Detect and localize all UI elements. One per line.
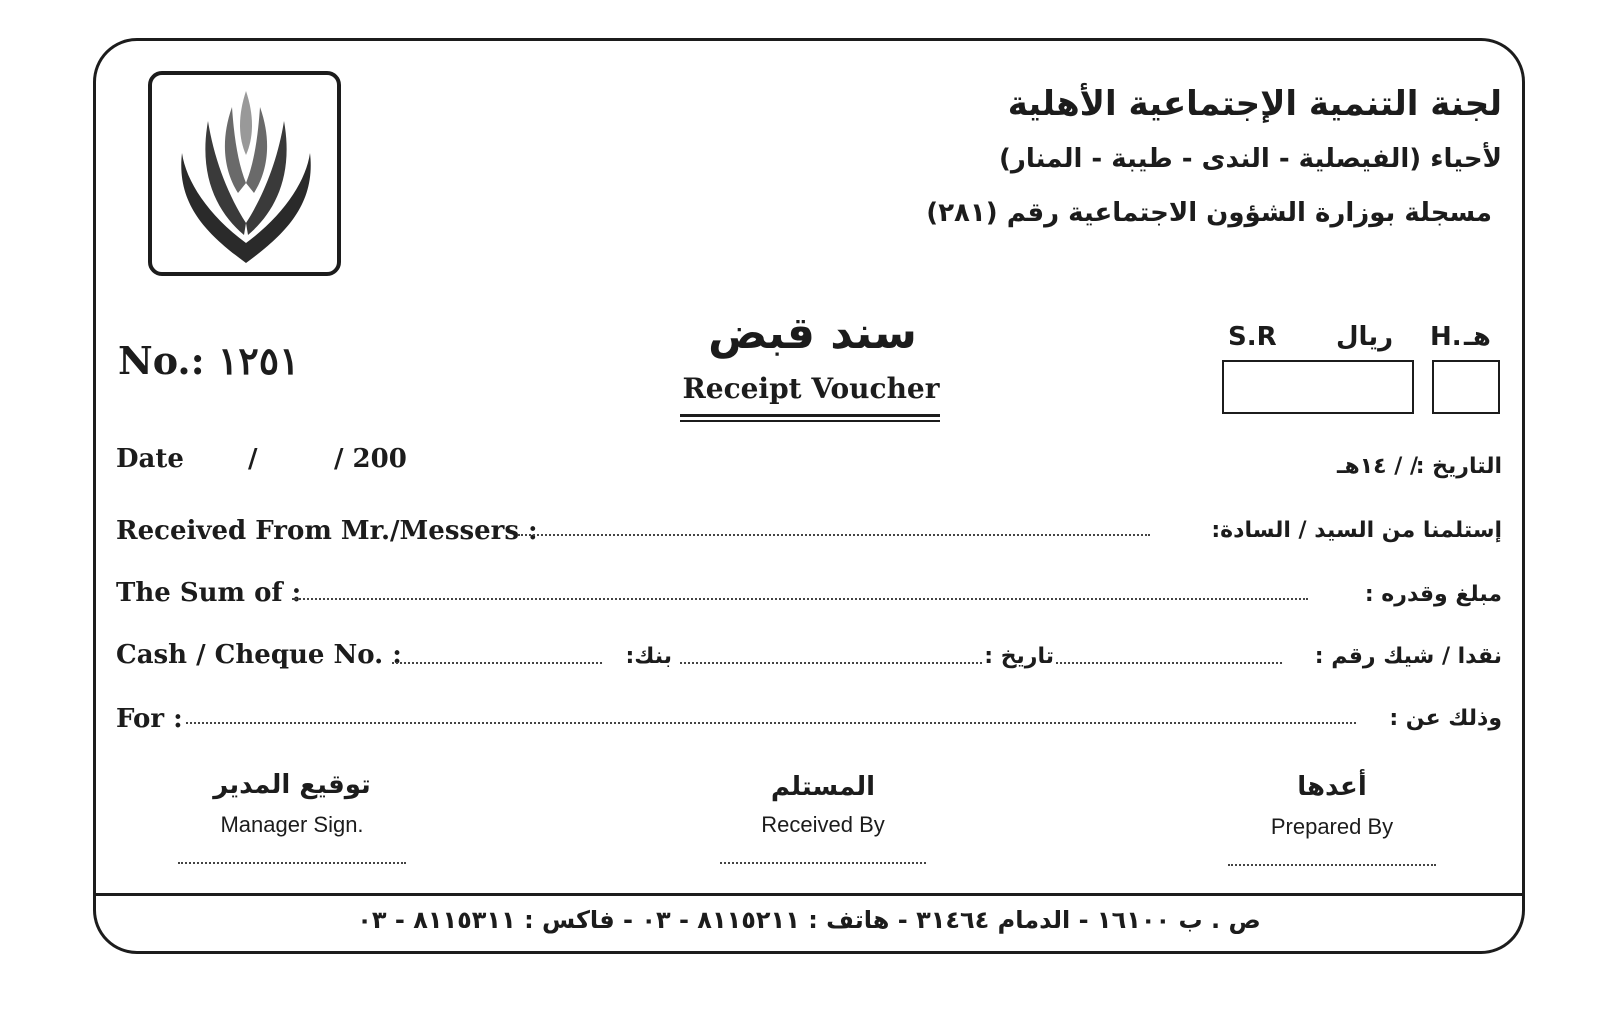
- riyal-amount-field[interactable]: [1222, 360, 1414, 414]
- voucher-number-label: No.:: [118, 338, 205, 383]
- for-field[interactable]: [186, 722, 1356, 724]
- date-separator: /: [248, 444, 258, 474]
- sum-label: The Sum of :: [116, 578, 302, 608]
- for-label: For :: [116, 704, 183, 734]
- voucher-number: [118, 338, 300, 383]
- organization-districts: لأحياء (الفيصلية - الندى - طيبة - المنار): [999, 144, 1502, 174]
- halala-amount-field[interactable]: [1432, 360, 1500, 414]
- flame-leaf-icon: [168, 85, 324, 267]
- received-by-label: Received By: [761, 812, 885, 837]
- footer-divider: [93, 893, 1525, 896]
- prepared-by-label: Prepared By: [1270, 814, 1394, 839]
- cash-cheque-label-arabic: نقدا / شيك رقم :: [1314, 644, 1502, 669]
- bank-field[interactable]: [680, 662, 982, 664]
- halala-label-arabic: هـ: [1464, 322, 1491, 352]
- for-label-arabic: وذلك عن :: [1389, 706, 1502, 731]
- cheque-number-label: Cash / Cheque No. :: [116, 640, 402, 670]
- received-from-field[interactable]: [518, 534, 1150, 536]
- organization-registration: مسجلة بوزارة الشؤون الاجتماعية رقم (٢٨١): [926, 198, 1492, 228]
- hijri-date-format: / / ١٤هـ: [1336, 454, 1418, 479]
- cheque-date-label-arabic: تاريخ :: [984, 644, 1054, 669]
- prepared-by-label-arabic: أعدها: [1297, 772, 1367, 802]
- date-year-prefix: / 200: [334, 444, 407, 474]
- cheque-number-field[interactable]: [392, 662, 602, 664]
- sum-field[interactable]: [292, 598, 1308, 600]
- halala-label-english: H.: [1430, 322, 1462, 352]
- received-from-label-arabic: إستلمنا من السيد / السادة:: [1211, 518, 1502, 543]
- voucher-number-value: ١٢٥١: [217, 338, 300, 383]
- received-by-signature-field[interactable]: [720, 862, 926, 864]
- organization-logo: [148, 71, 341, 276]
- date-label: Date: [116, 444, 184, 474]
- received-by-label-arabic: المستلم: [770, 772, 876, 802]
- cheque-date-field[interactable]: [1056, 662, 1282, 664]
- voucher-title-english: Receipt Voucher: [682, 372, 940, 405]
- received-from-label: Received From Mr./Messers :: [116, 516, 538, 546]
- bank-label-arabic: بنك:: [625, 644, 672, 669]
- prepared-by-signature-field[interactable]: [1228, 864, 1436, 866]
- voucher-title-arabic: سند قبض: [708, 308, 917, 359]
- manager-sign-label: Manager Sign.: [220, 812, 364, 837]
- manager-sign-label-arabic: توقيع المدير: [213, 770, 371, 800]
- sum-label-arabic: مبلغ وقدره :: [1364, 582, 1502, 607]
- organization-name: لجنة التنمية الإجتماعية الأهلية: [1007, 84, 1502, 124]
- riyal-label-arabic: ريال: [1336, 322, 1394, 352]
- title-underline-bottom: [680, 420, 940, 422]
- date-label-arabic: التاريخ :: [1415, 454, 1502, 479]
- manager-signature-field[interactable]: [178, 862, 406, 864]
- title-underline-top: [680, 414, 940, 417]
- riyal-label-english: S.R: [1228, 322, 1277, 352]
- footer-contact: ص . ب ١٦١٠٠ - الدمام ٣١٤٦٤ - هاتف : ٨١١٥٢١١ - ٠٣ - فاكس : ٨١١٥٣١١ - ٠٣: [357, 906, 1261, 934]
